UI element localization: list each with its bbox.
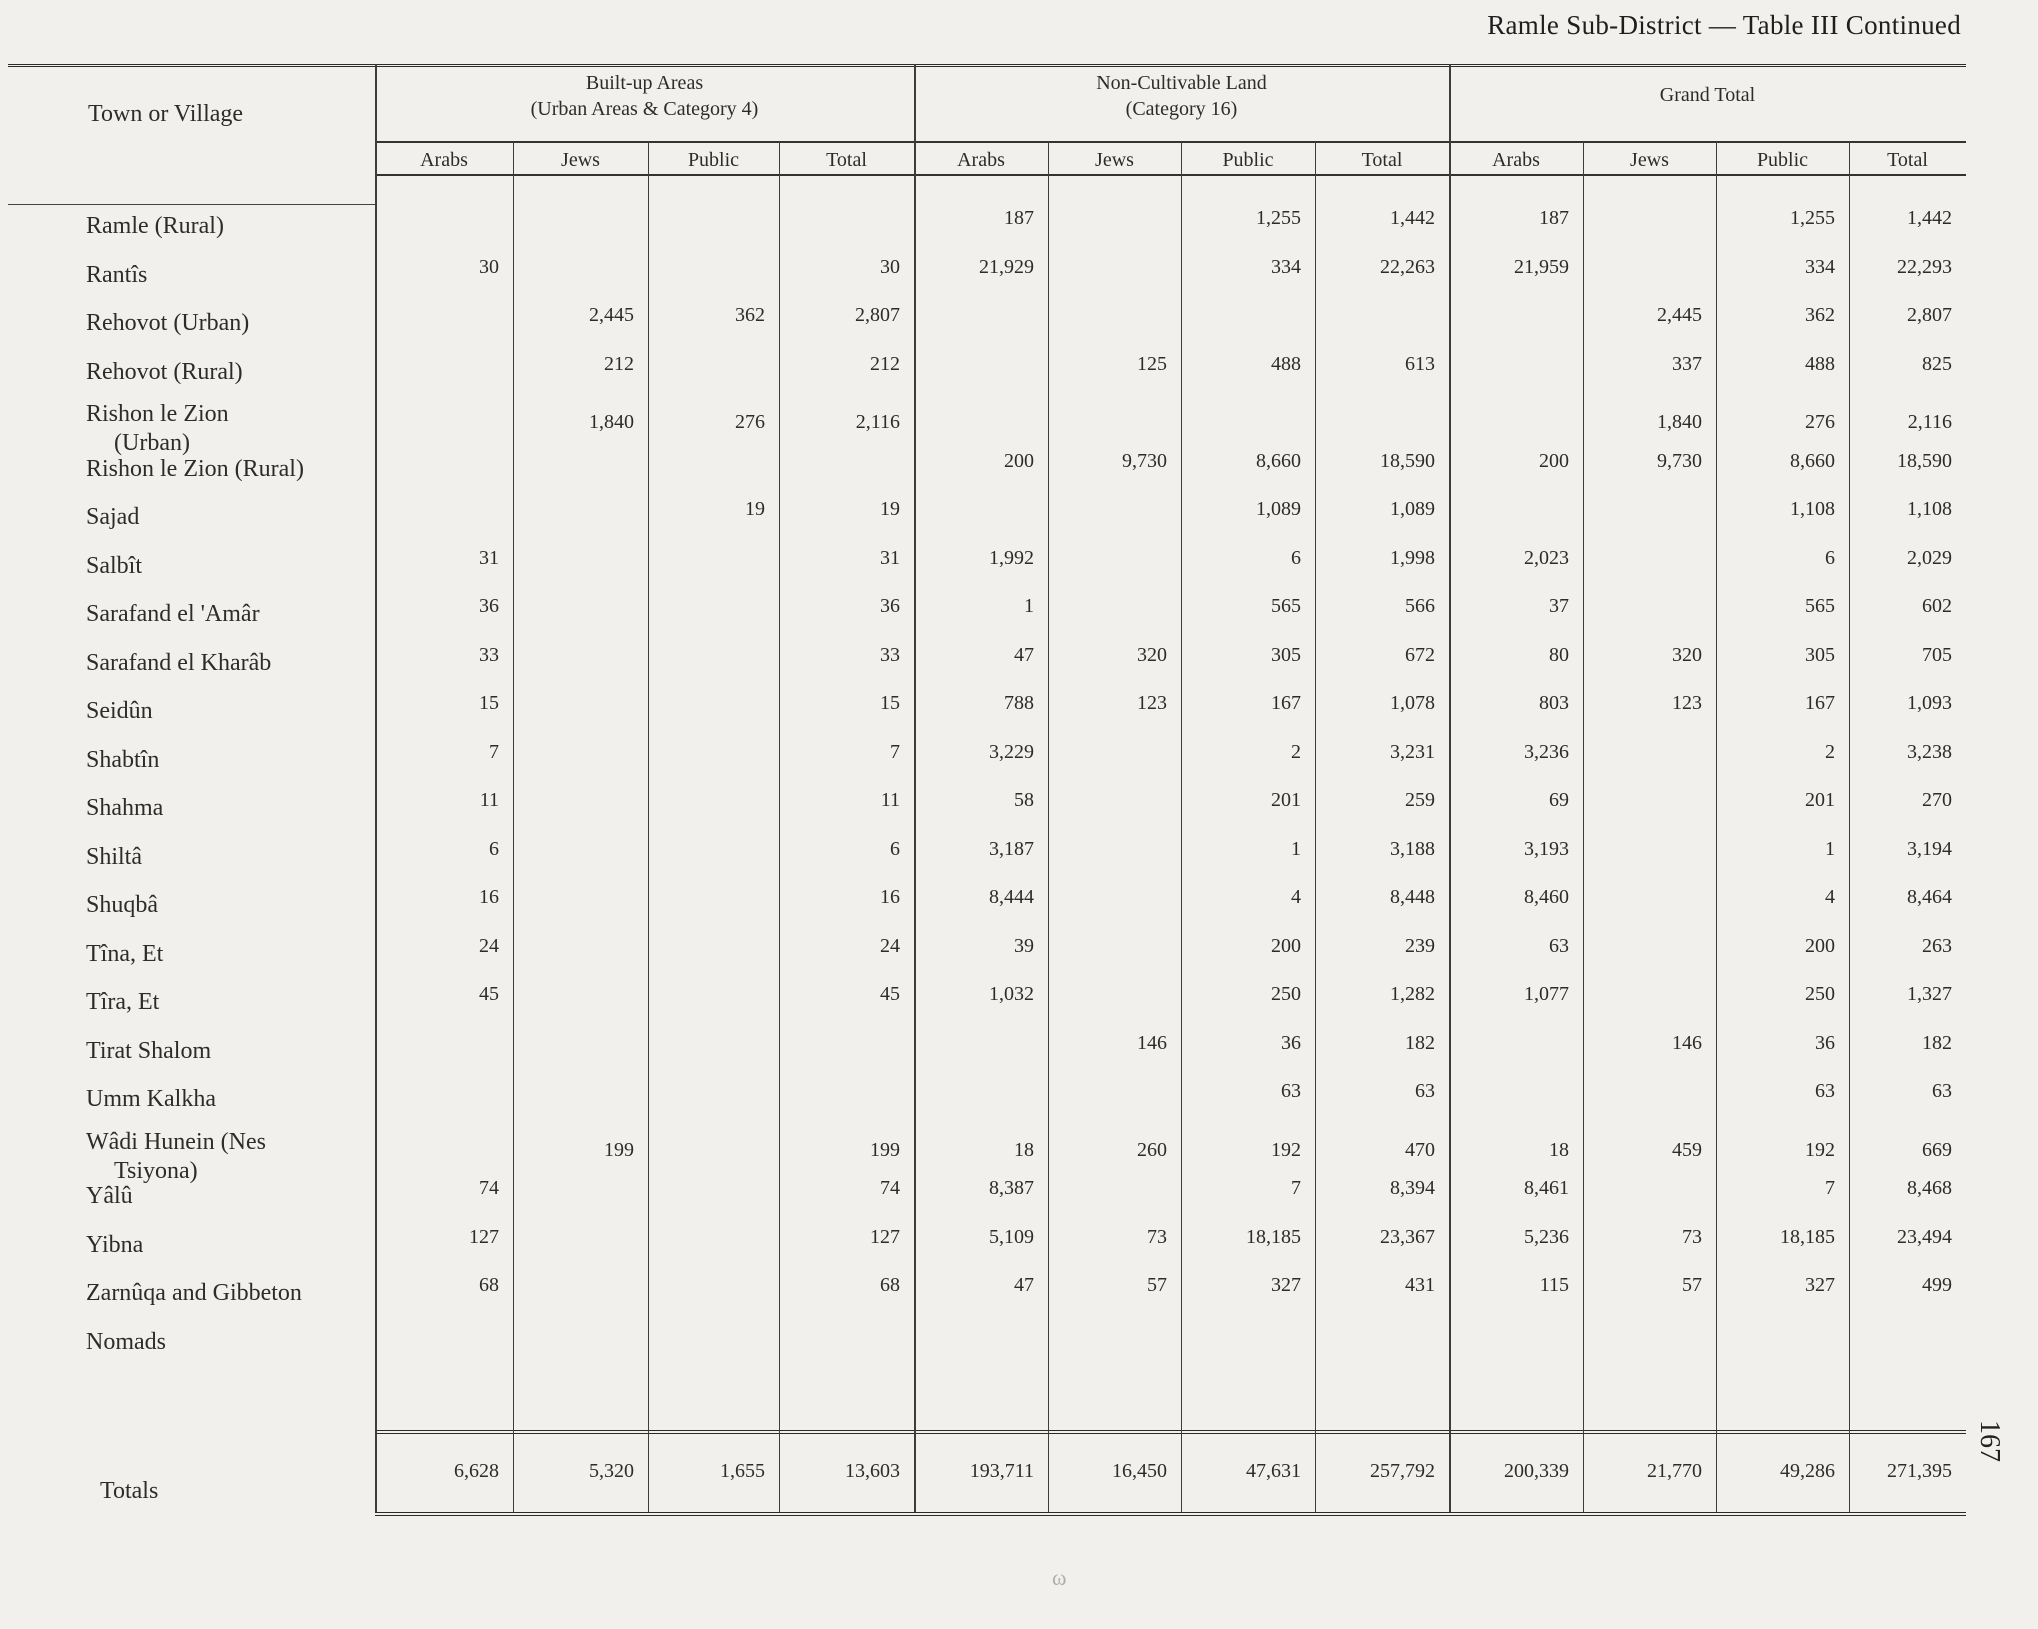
totals-cell: 13,603	[845, 1460, 900, 1482]
table-cell: 1,089	[1256, 498, 1301, 520]
table-cell: 1,078	[1390, 692, 1435, 714]
table-cell: 2	[1291, 740, 1301, 763]
table-cell: 1,032	[989, 983, 1034, 1005]
table-cell: 334	[1271, 255, 1301, 278]
table-cell: 199	[870, 1138, 900, 1161]
table-cell: 669	[1922, 1138, 1952, 1161]
subheader-public: Public	[1222, 149, 1274, 171]
table-cell: 15	[479, 692, 499, 714]
row-name: Sarafand el Kharâb	[86, 649, 272, 676]
table-cell: 19	[745, 498, 765, 520]
row-name: Shahma	[86, 795, 164, 821]
table-cell: 250	[1271, 983, 1301, 1005]
table-cell: 565	[1271, 595, 1301, 617]
row-name: Wâdi Hunein (Nes Tsiyona)	[86, 1128, 266, 1184]
row-name: Rehovot (Rural)	[86, 358, 243, 385]
table-cell: 1	[1825, 837, 1835, 860]
table-cell: 5,236	[1524, 1225, 1569, 1248]
totals-cell: 47,631	[1246, 1460, 1301, 1482]
table-cell: 36	[479, 595, 499, 617]
subheader-arabs: Arabs	[420, 149, 468, 171]
table-cell: 200	[1004, 449, 1034, 472]
table-cell: 337	[1672, 352, 1702, 375]
table-cell: 1,998	[1390, 546, 1435, 569]
table-cell: 6	[489, 837, 499, 860]
table-cell: 1,327	[1907, 983, 1952, 1005]
table-cell: 182	[1922, 1031, 1952, 1054]
table-cell: 47	[1014, 643, 1034, 666]
table-cell: 320	[1672, 643, 1702, 666]
group-header: Grand Total	[1659, 84, 1756, 106]
table-cell: 11	[479, 789, 499, 811]
table-cell: 6	[1825, 546, 1835, 569]
row-name: Sarafand el 'Amâr	[86, 601, 260, 627]
table-cell: 263	[1922, 934, 1952, 957]
row-name: Tirat Shalom	[86, 1037, 212, 1064]
table-cell: 2,445	[1657, 304, 1702, 326]
table-cell: 327	[1271, 1274, 1301, 1296]
column-rule	[1181, 141, 1182, 1512]
table-cell: 566	[1405, 595, 1435, 617]
table-cell: 74	[880, 1177, 900, 1199]
table-cell: 1,255	[1790, 207, 1835, 229]
table-cell: 24	[479, 934, 499, 957]
table-cell: 182	[1405, 1031, 1435, 1054]
table-cell: 11	[880, 789, 900, 811]
table-cell: 2,445	[589, 304, 634, 326]
table-cell: 320	[1137, 643, 1167, 666]
row-name: Sajad	[86, 504, 140, 530]
table-cell: 362	[735, 304, 765, 326]
table-cell: 63	[1415, 1080, 1435, 1102]
column-rule	[1583, 141, 1584, 1512]
row-name: Rishon le Zion (Rural)	[86, 455, 304, 482]
row-name: Tîna, Et	[86, 940, 164, 967]
table-cell: 192	[1271, 1138, 1301, 1161]
table-cell: 115	[1539, 1274, 1569, 1296]
table-cell: 146	[1672, 1031, 1702, 1054]
table-cell: 36	[1281, 1031, 1301, 1054]
totals-cell: 49,286	[1780, 1460, 1835, 1482]
table-cell: 2,116	[1907, 411, 1952, 433]
table-cell: 200	[1805, 934, 1835, 957]
table-cell: 8,460	[1524, 886, 1569, 908]
totals-cell: 21,770	[1647, 1460, 1702, 1482]
table-cell: 30	[880, 255, 900, 278]
row-name: Seidûn	[86, 698, 153, 724]
table-cell: 7	[489, 740, 499, 763]
table-cell: 212	[870, 352, 900, 375]
table-cell: 63	[1815, 1080, 1835, 1102]
table-cell: 123	[1137, 692, 1167, 714]
table-cell: 825	[1922, 352, 1952, 375]
row-name: Shuqbâ	[86, 892, 158, 918]
table-cell: 30	[479, 255, 499, 278]
table-cell: 8,660	[1256, 449, 1301, 472]
table-cell: 63	[1281, 1080, 1301, 1102]
table-cell: 167	[1271, 692, 1301, 714]
table-cell: 69	[1549, 789, 1569, 811]
subheader-arabs: Arabs	[957, 149, 1005, 171]
subheader-public: Public	[1756, 149, 1809, 171]
table-cell: 212	[604, 352, 634, 375]
table-cell: 1,077	[1524, 983, 1569, 1005]
table-cell: 1,255	[1256, 207, 1301, 229]
subheader-jews: Jews	[1630, 149, 1669, 171]
table-cell: 3,193	[1524, 837, 1569, 860]
table-cell: 63	[1932, 1080, 1952, 1102]
table-cell: 239	[1405, 934, 1435, 957]
table-cell: 33	[880, 643, 900, 666]
table-cell: 31	[880, 546, 900, 569]
table-cell: 9,730	[1122, 449, 1167, 472]
subheader-public: Public	[687, 149, 740, 171]
table-cell: 68	[880, 1274, 900, 1296]
table-cell: 74	[479, 1177, 499, 1199]
table-cell: 2,116	[855, 411, 900, 433]
totals-cell: 16,450	[1112, 1460, 1167, 1482]
column-rule	[1849, 141, 1850, 1512]
totals-cell: 6,628	[454, 1460, 499, 1482]
table-cell: 1,089	[1390, 498, 1435, 520]
table-cell: 6	[1291, 546, 1301, 569]
table-cell: 80	[1549, 643, 1569, 666]
row-name: Salbît	[86, 552, 143, 579]
table-cell: 123	[1672, 692, 1702, 714]
table-cell: 18,185	[1246, 1225, 1301, 1248]
subheader-rule	[375, 141, 1966, 143]
table-cell: 167	[1805, 692, 1835, 714]
table-cell: 18,185	[1780, 1225, 1835, 1248]
table-cell: 57	[1147, 1274, 1167, 1296]
table-cell: 1,840	[589, 411, 634, 433]
row-name: Nomads	[86, 1328, 166, 1355]
column-rule	[779, 141, 780, 1512]
column-rule	[513, 141, 514, 1512]
table-cell: 21,929	[979, 255, 1034, 278]
subheader-jews: Jews	[561, 149, 600, 171]
row-name: Shiltâ	[86, 843, 143, 870]
table-cell: 327	[1805, 1274, 1835, 1296]
table-cell: 1,992	[989, 546, 1034, 569]
table-cell: 47	[1014, 1274, 1034, 1296]
table-cell: 24	[880, 934, 900, 957]
totals-cell: 193,711	[969, 1460, 1034, 1482]
table-cell: 602	[1922, 595, 1952, 617]
table-cell: 192	[1805, 1138, 1835, 1161]
table-cell: 1,108	[1790, 498, 1835, 520]
table-cell: 127	[870, 1225, 900, 1248]
table-cell: 2,023	[1524, 546, 1569, 569]
table-cell: 8,468	[1907, 1177, 1952, 1199]
table-cell: 459	[1672, 1138, 1702, 1161]
table-cell: 187	[1004, 207, 1034, 229]
table-cell: 250	[1805, 983, 1835, 1005]
subheader-jews: Jews	[1095, 149, 1134, 171]
page-number: 167	[1974, 1420, 2005, 1462]
page-header-title: Ramle Sub-District — Table III Continued	[1487, 10, 1961, 40]
table-cell: 7	[1291, 1177, 1301, 1199]
rowheader-rule	[8, 204, 375, 205]
row-header-label: Town or Village	[88, 101, 244, 127]
table-cell: 705	[1922, 643, 1952, 666]
table-cell: 23,494	[1897, 1225, 1952, 1248]
row-name: Rishon le Zion (Urban)	[86, 401, 229, 456]
group-header: Non-Cultivable Land (Category 16)	[1096, 72, 1267, 120]
table-cell: 2,029	[1907, 546, 1952, 569]
table-cell: 201	[1271, 789, 1301, 811]
table-cell: 803	[1539, 692, 1569, 714]
table-cell: 362	[1805, 304, 1835, 326]
table-cell: 488	[1271, 352, 1301, 375]
subheader-total: Total	[826, 149, 867, 171]
table-cell: 146	[1137, 1031, 1167, 1054]
table-cell: 1,840	[1657, 411, 1702, 433]
table-cell: 305	[1271, 643, 1301, 666]
table-cell: 3,188	[1390, 837, 1435, 860]
table-cell: 31	[479, 546, 499, 569]
table-cell: 6	[890, 837, 900, 860]
table-cell: 1	[1291, 837, 1301, 860]
table-cell: 16	[880, 886, 900, 908]
stray-mark: ω	[1052, 1565, 1067, 1590]
table-cell: 7	[1825, 1177, 1835, 1199]
row-name: Yâlû	[86, 1183, 133, 1209]
table-cell: 199	[604, 1138, 634, 1161]
table-cell: 270	[1922, 789, 1952, 811]
row-name: Shabtîn	[86, 746, 160, 773]
totals-cell: 257,792	[1370, 1460, 1435, 1482]
totals-cell: 200,339	[1504, 1460, 1569, 1482]
table-cell: 499	[1922, 1274, 1952, 1296]
table-cell: 200	[1271, 934, 1301, 957]
table-cell: 16	[479, 886, 499, 908]
table-cell: 57	[1682, 1274, 1702, 1296]
table-cell: 58	[1014, 789, 1034, 811]
row-name: Zarnûqa and Gibbeton	[86, 1280, 302, 1306]
group-header: Built-up Areas (Urban Areas & Category 4)	[530, 72, 759, 120]
totals-cell: 271,395	[1887, 1460, 1952, 1482]
table-cell: 8,464	[1907, 886, 1952, 908]
table-cell: 2,807	[1907, 304, 1952, 326]
table-cell: 9,730	[1657, 449, 1702, 472]
table-cell: 3,236	[1524, 740, 1569, 763]
table-cell: 37	[1549, 595, 1569, 617]
table-cell: 3,231	[1390, 740, 1435, 763]
table-cell: 565	[1805, 595, 1835, 617]
table-cell: 21,959	[1514, 255, 1569, 278]
table-cell: 7	[890, 740, 900, 763]
table-cell: 431	[1405, 1274, 1435, 1296]
table-cell: 39	[1014, 934, 1034, 957]
table-cell: 18,590	[1380, 449, 1435, 472]
row-name: Rantîs	[86, 261, 148, 288]
table-cell: 8,387	[989, 1177, 1034, 1199]
statistics-table	[8, 64, 1966, 1514]
table-cell: 276	[735, 411, 765, 433]
table-cell: 4	[1825, 886, 1835, 908]
table-cell: 259	[1405, 789, 1435, 811]
table-bottom-rule	[375, 1512, 1966, 1516]
table-cell: 3,194	[1907, 837, 1952, 860]
row-name: Yibna	[86, 1231, 144, 1258]
row-name: Tîra, Et	[86, 989, 160, 1015]
table-cell: 788	[1004, 692, 1034, 714]
subheader-total: Total	[1361, 149, 1403, 171]
table-cell: 8,660	[1790, 449, 1835, 472]
column-rule	[1048, 141, 1049, 1512]
table-cell: 5,109	[989, 1225, 1034, 1248]
table-cell: 187	[1539, 207, 1569, 229]
table-cell: 334	[1805, 255, 1835, 278]
table-cell: 73	[1682, 1225, 1702, 1248]
table-cell: 8,394	[1390, 1177, 1435, 1199]
table-cell: 8,444	[989, 886, 1034, 908]
table-cell: 276	[1805, 411, 1835, 433]
table-cell: 33	[479, 643, 499, 666]
table-cell: 23,367	[1380, 1225, 1435, 1248]
table-cell: 2	[1825, 740, 1835, 763]
table-cell: 200	[1539, 449, 1569, 472]
table-cell: 36	[1815, 1031, 1835, 1054]
table-cell: 672	[1405, 643, 1435, 666]
table-cell: 73	[1147, 1225, 1167, 1248]
table-cell: 18	[1014, 1138, 1034, 1161]
table-cell: 3,229	[989, 740, 1034, 763]
table-cell: 2,807	[855, 304, 900, 326]
totals-label: Totals	[100, 1478, 159, 1504]
column-rule	[1315, 141, 1316, 1512]
subheader-total: Total	[1887, 149, 1928, 171]
table-cell: 3,238	[1907, 740, 1952, 763]
table-cell: 22,293	[1897, 255, 1952, 278]
table-cell: 4	[1291, 886, 1301, 908]
table-cell: 15	[880, 692, 900, 714]
table-cell: 125	[1137, 352, 1167, 375]
table-cell: 19	[880, 498, 900, 520]
table-cell: 63	[1549, 934, 1569, 957]
column-rule	[648, 141, 649, 1512]
totals-rule	[375, 1430, 1966, 1434]
totals-cell: 1,655	[720, 1460, 765, 1482]
table-cell: 1,442	[1907, 207, 1952, 229]
table-cell: 1,442	[1390, 207, 1435, 229]
table-cell: 8,448	[1390, 886, 1435, 908]
table-cell: 1	[1024, 595, 1034, 617]
row-name: Umm Kalkha	[86, 1086, 216, 1112]
table-cell: 488	[1805, 352, 1835, 375]
table-cell: 470	[1405, 1138, 1435, 1161]
row-name: Ramle (Rural)	[86, 213, 224, 239]
table-cell: 1,282	[1390, 983, 1435, 1005]
table-cell: 45	[479, 983, 499, 1005]
header-bottom-rule	[375, 174, 1966, 176]
table-cell: 260	[1137, 1138, 1167, 1161]
table-cell: 201	[1805, 789, 1835, 811]
table-top-rule	[8, 64, 1966, 67]
column-rule	[1716, 141, 1717, 1512]
table-cell: 127	[469, 1225, 499, 1248]
table-cell: 18	[1549, 1138, 1569, 1161]
table-cell: 22,263	[1380, 255, 1435, 278]
table-cell: 613	[1405, 352, 1435, 375]
table-cell: 45	[880, 983, 900, 1005]
table-cell: 3,187	[989, 837, 1034, 860]
table-cell: 1,093	[1907, 692, 1952, 714]
table-cell: 305	[1805, 643, 1835, 666]
row-name: Rehovot (Urban)	[86, 310, 250, 336]
subheader-arabs: Arabs	[1492, 149, 1540, 171]
totals-cell: 5,320	[589, 1460, 634, 1482]
table-cell: 1,108	[1907, 498, 1952, 520]
table-cell: 36	[880, 595, 900, 617]
table-cell: 68	[479, 1274, 499, 1296]
table-cell: 18,590	[1897, 449, 1952, 472]
table-cell: 8,461	[1524, 1177, 1569, 1199]
